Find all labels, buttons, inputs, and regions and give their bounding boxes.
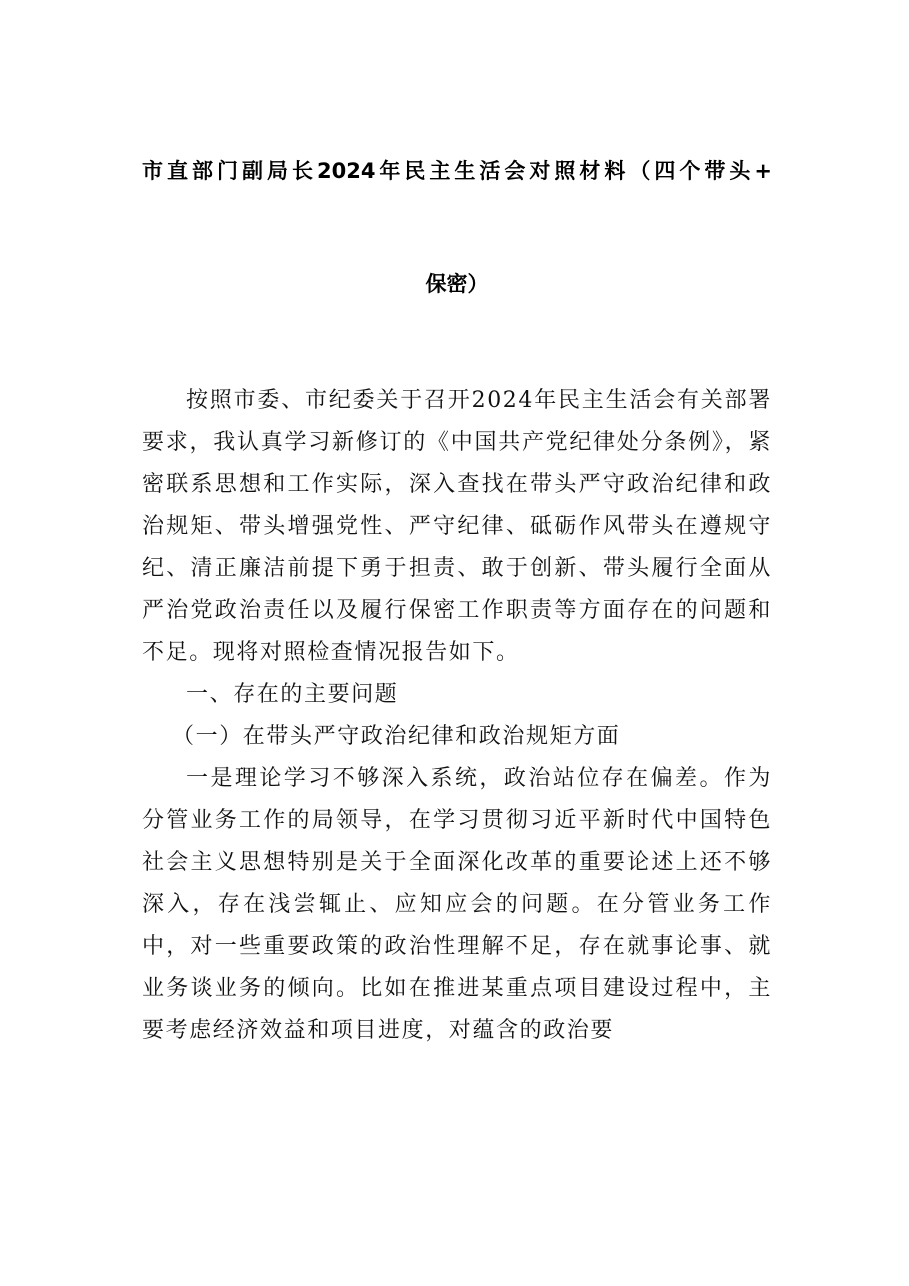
section-heading: 一、存在的主要问题 xyxy=(186,682,399,707)
point-paragraph: 一是理论学习不够深入系统，政治站位存在偏差。作为分管业务工作的局领导，在学习贯彻习近平新时代中国特色社会主义思想特别是关于全面深化改革的重要论述上还不够深入，存在浅尝辄止、应知应会的问题。在分管业务工作中，对一些重要政策的政治性理解不足，存在就事论事、就业务谈业务的倾向。比如在推进某重点项目建设过程中，主要考虑经济效益和项目进度，对蕴含的政治要 xyxy=(142,766,772,1043)
document-title-line-2: 保密） xyxy=(425,272,489,296)
document-body xyxy=(142,380,772,1052)
intro-paragraph: 按照市委、市纪委关于召开2024年民主生活会有关部署要求，我认真学习新修订的《中国共产党纪律处分条例》，紧密联系思想和工作实际，深入查找在带头严守政治纪律和政治规矩、带头增强党性、严守纪律、砥砺作风带头在遵规守纪、清正廉洁前提下勇于担责、敢于创新、带头履行全面从严治党政治责任以及履行保密工作职责等方面存在的问题和不足。现将对照检查情况报告如下。 xyxy=(142,388,772,665)
subsection-heading: （一）在带头严守政治纪律和政治规矩方面 xyxy=(172,724,621,749)
document-title-line-1: 市直部门副局长2024年民主生活会对照材料（四个带头+ xyxy=(142,159,772,183)
